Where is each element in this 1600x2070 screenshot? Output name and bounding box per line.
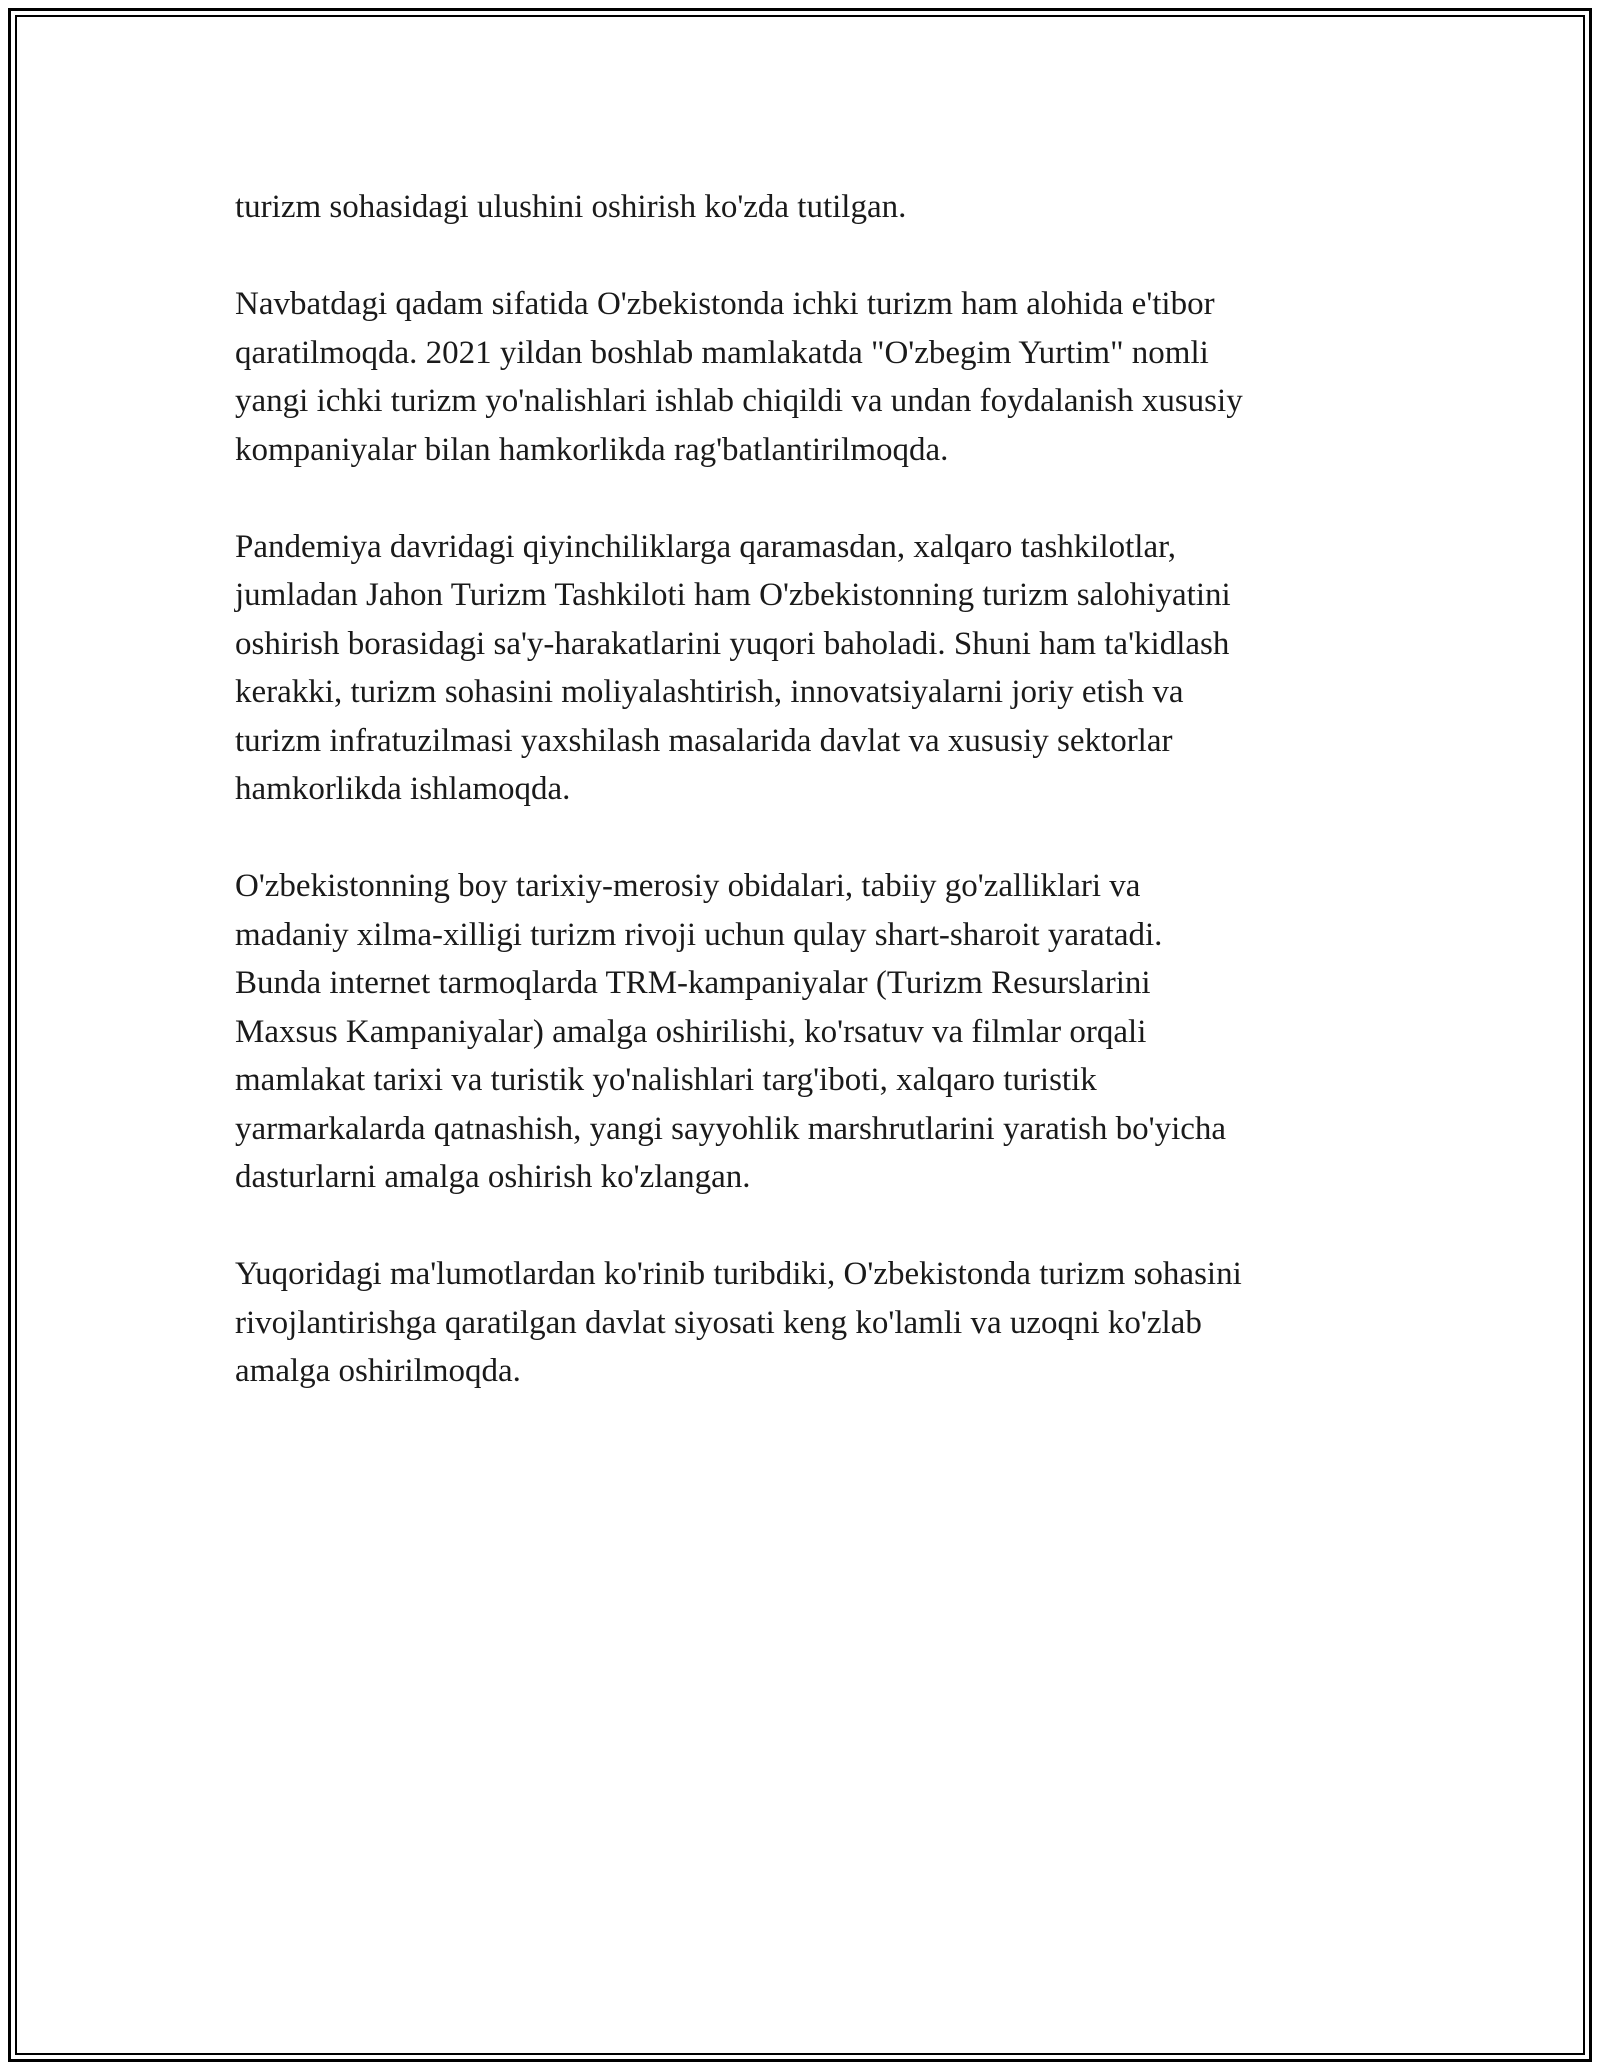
text-line: Navbatdagi qadam sifatida O'zbekistonda ichki turizm ham alohida e'tibor <box>235 286 1215 322</box>
text-line: qaratilmoqda. 2021 yildan boshlab mamlakatda "O'zbegim Yurtim" nomli <box>235 334 1209 371</box>
text-line: jumladan Jahon Turizm Tashkiloti ham O'zbekistonning turizm salohiyatini <box>235 577 1231 613</box>
text-line: turizm infratuzilmasi yaxshilash masalarida davlat va xususiy sektorlar <box>235 722 1173 759</box>
text-line: kerakki, turizm sohasini moliyalashtirish, innovatsiyalarni joriy etish va <box>235 674 1184 710</box>
text-line: rivojlantirishga qaratilgan davlat siyosati keng ko'lamli va uzoqni ko'zlab <box>235 1304 1202 1341</box>
text-line: madaniy xilma-xilligi turizm rivoji uchun qulay shart-sharoit yaratadi. <box>235 916 1163 953</box>
text-line: turizm sohasidagi ulushini oshirish ko'zda tutilgan. <box>235 189 907 225</box>
text-line: oshirish borasidagi sa'y-harakatlarini yuqori baholadi. Shuni ham ta'kidlash <box>235 625 1230 662</box>
text-line: Bunda internet tarmoqlarda TRM-kampaniyalar (Turizm Resurslarini <box>235 965 1151 1001</box>
paragraph-3 <box>235 523 1385 814</box>
text-line: Pandemiya davridagi qiyinchiliklarga qaramasdan, xalqaro tashkilotlar, <box>235 528 1177 565</box>
text-line: Yuqoridagi ma'lumotlardan ko'rinib turibdiki, O'zbekistonda turizm sohasini <box>235 1256 1242 1292</box>
text-line: dasturlarni amalga oshirish ko'zlangan. <box>235 1159 751 1195</box>
text-line: yarmarkalarda qatnashish, yangi sayyohlik marshrutlarini yaratish bo'yicha <box>235 1110 1227 1147</box>
document-body <box>235 183 1385 1444</box>
text-line: amalga oshirilmoqda. <box>235 1353 521 1389</box>
text-line: Maxsus Kampaniyalar) amalga oshirilishi, ko'rsatuv va filmlar orqali <box>235 1013 1147 1050</box>
paragraph-5 <box>235 1250 1385 1396</box>
text-line: O'zbekistonning boy tarixiy-merosiy obidalari, tabiiy go'zalliklari va <box>235 868 1141 904</box>
text-line: mamlakat tarixi va turistik yo'nalishlari targ'iboti, xalqaro turistik <box>235 1062 1097 1098</box>
paragraph-1 <box>235 183 1385 232</box>
text-line: hamkorlikda ishlamoqda. <box>235 771 571 807</box>
text-line: kompaniyalar bilan hamkorlikda rag'batlantirilmoqda. <box>235 431 949 468</box>
paragraph-2 <box>235 280 1385 474</box>
text-line: yangi ichki turizm yo'nalishlari ishlab chiqildi va undan foydalanish xususiy <box>235 383 1243 419</box>
paragraph-4 <box>235 862 1385 1202</box>
